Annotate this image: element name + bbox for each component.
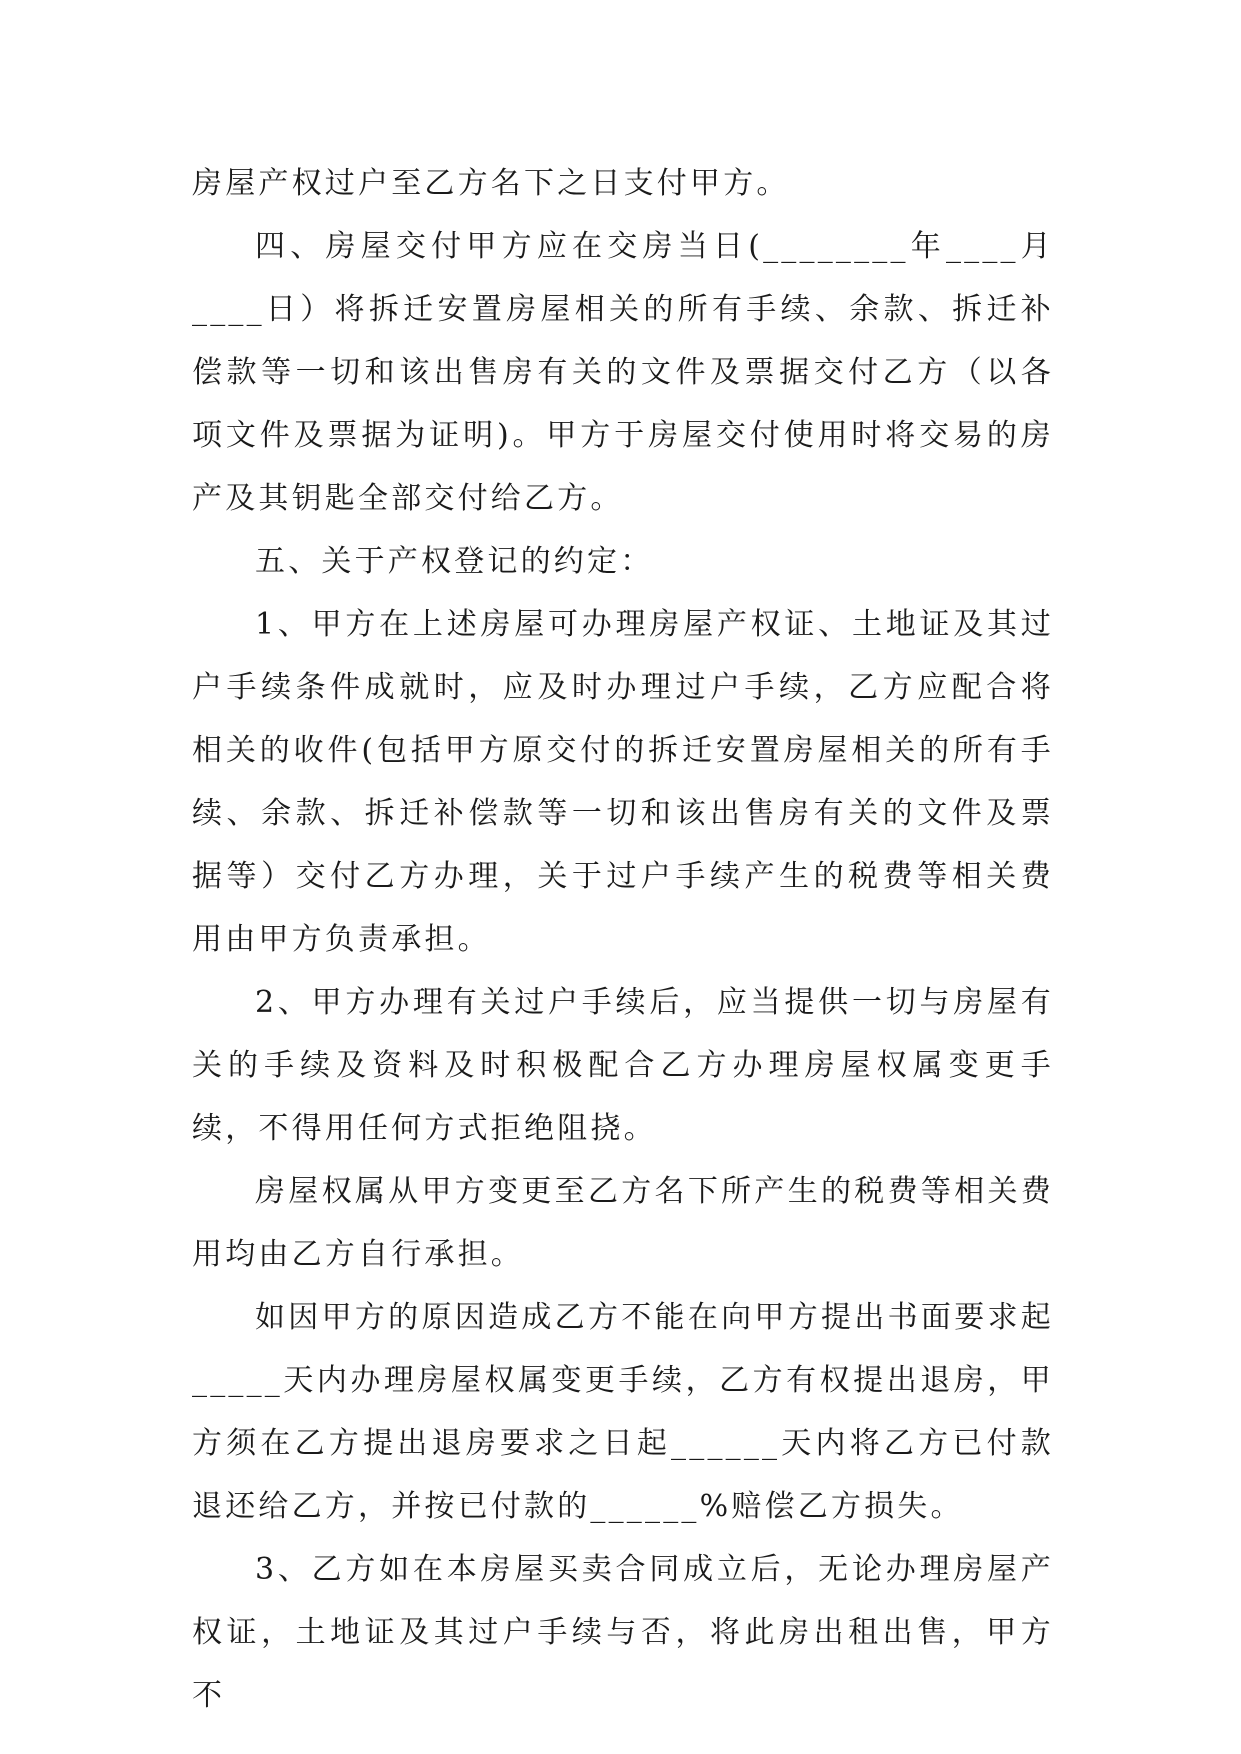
paragraph-section-5-heading: 五、关于产权登记的约定：	[255, 544, 654, 579]
paragraph-section-4-delivery: 四、房屋交付甲方应在交房当日(________年____月____日）将拆迁安置房屋相关的所有手续、余款、拆迁补偿款等一切和该出售房有关的文件及票据交付乙方（以各项文件及票据为证明)。甲方于房屋交付使用时将交易的房产及其钥匙全部交付给乙方。	[192, 229, 1054, 516]
paragraph-transfer-payment: 房屋产权过户至乙方名下之日支付甲方。	[192, 166, 790, 201]
paragraph-clause-1: 1、甲方在上述房屋可办理房屋产权证、土地证及其过户手续条件成就时，应及时办理过户手续，乙方应配合将相关的收件(包括甲方原交付的拆迁安置房屋相关的所有手续、余款、拆迁补偿款等一切和该出售房有关的文件及票据等）交付乙方办理，关于过户手续产生的税费等相关费用由甲方负责承担。	[192, 607, 1054, 957]
paragraph-tax-burden: 房屋权属从甲方变更至乙方名下所产生的税费等相关费用均由乙方自行承担。	[192, 1174, 1054, 1272]
paragraph-refund-terms: 如因甲方的原因造成乙方不能在向甲方提出书面要求起_____天内办理房屋权属变更手续，乙方有权提出退房，甲方须在乙方提出退房要求之日起______天内将乙方已付款退还给乙方，并按已付款的______%赔偿乙方损失。	[192, 1300, 1054, 1524]
paragraph-clause-2: 2、甲方办理有关过户手续后，应当提供一切与房屋有关的手续及资料及时积极配合乙方办理房屋权属变更手续，不得用任何方式拒绝阻挠。	[192, 985, 1054, 1146]
document-body	[192, 152, 1054, 1727]
paragraph-clause-3: 3、乙方如在本房屋买卖合同成立后，无论办理房屋产权证，土地证及其过户手续与否，将此房出租出售，甲方不	[192, 1552, 1054, 1713]
